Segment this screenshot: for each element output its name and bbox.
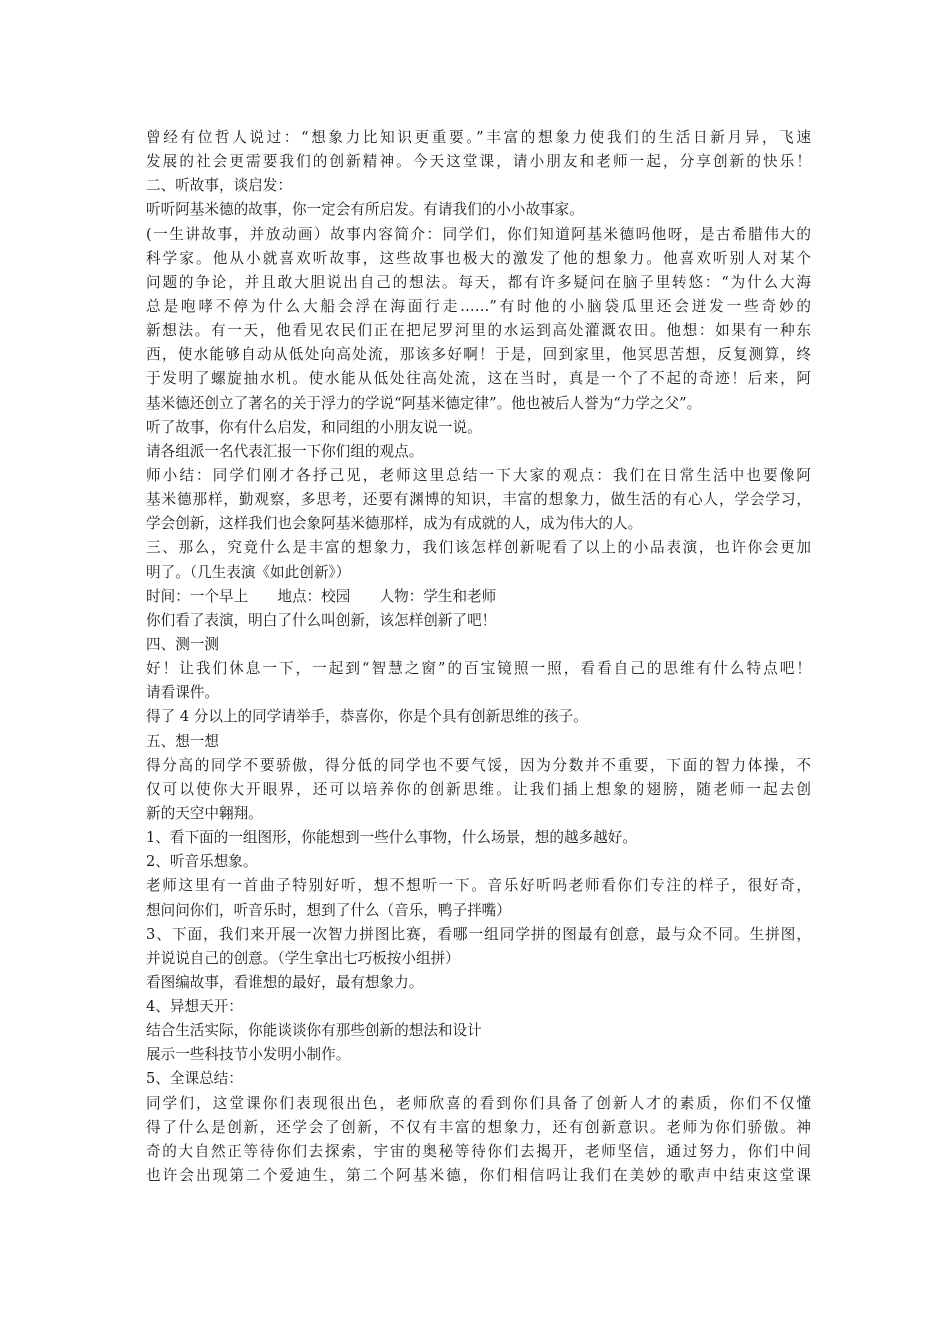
list-item: 3、下面，我们来开展一次智力拼图比赛，看哪一组同学拼的图最有创意，最与众不同。生拼图， xyxy=(146,925,811,943)
text-line: 看图编故事，看谁想的最好，最有想象力。 xyxy=(146,973,424,991)
text-line: 于发明了螺旋抽水机。使水能从低处往高处流，这在当时，真是一个了不起的奇迹！后来，阿 xyxy=(146,370,811,388)
text-line: 请各组派一名代表汇报一下你们组的观点。 xyxy=(146,442,424,460)
list-item: 1、看下面的一组图形，你能想到一些什么事物，什么场景，想的越多越好。 xyxy=(146,829,637,847)
text-line: 结合生活实际，你能谈谈你有那些创新的想法和设计 xyxy=(146,1022,482,1040)
text-line: 奇的大自然正等待你们去探索，宇宙的奥秘等待你们去揭开，老师坚信，通过努力，你们中间 xyxy=(146,1142,811,1160)
list-item: 4、异想天开： xyxy=(146,998,243,1016)
text-line: 同学们，这堂课你们表现很出色，老师欣喜的看到你们具备了创新人才的素质，你们不仅懂 xyxy=(146,1094,811,1112)
text-line: 听了故事，你有什么启发，和同组的小朋友说一说。 xyxy=(146,418,482,436)
text-line: 得了什么是创新，还学会了创新，不仅有丰富的想象力，还有创新意识。老师为你们骄傲。神 xyxy=(146,1118,811,1136)
text-line: 想问问你们，听音乐时，想到了什么（音乐，鸭子拌嘴） xyxy=(146,901,511,919)
text-line: 问题的争论，并且敢大胆说出自己的想法。每天，都有许多疑问在脑子里转悠：“为什么大海 xyxy=(146,273,811,291)
text-line: 新想法。有一天，他看见农民们正在把尼罗河里的水运到高处灌溉农田。他想：如果有一种东 xyxy=(146,322,811,340)
text-line: 并说说自己的创意。（学生拿出七巧板按小组拼） xyxy=(146,949,460,967)
text-line: 老师这里有一首曲子特别好听，想不想听一下。音乐好听吗老师看你们专注的样子，很好奇， xyxy=(146,877,811,895)
text-line: 学会创新，这样我们也会象阿基米德那样，成为有成就的人，成为伟大的人。 xyxy=(146,515,643,533)
text-line: 基米德那样，勤观察，多思考，还要有渊博的知识，丰富的想象力，做生活的有心人，学会学习， xyxy=(146,491,811,509)
text-line: 仅可以使你大开眼界，还可以培养你的创新思维。让我们插上想象的翅膀，随老师一起去创 xyxy=(146,780,811,798)
text-line: 请看课件。 xyxy=(146,684,219,702)
text-line: 展示一些科技节小发明小制作。 xyxy=(146,1046,351,1064)
list-item: 5、全课总结： xyxy=(146,1070,243,1088)
document-body xyxy=(146,126,811,1188)
text-line: 师小结：同学们刚才各抒己见，老师这里总结一下大家的观点：我们在日常生活中也要像阿 xyxy=(146,466,811,484)
text-line: 听听阿基米德的故事，你一定会有所启发。有请我们的小小故事家。 xyxy=(146,201,584,219)
text-line: 好！让我们休息一下，一起到“智慧之窗”的百宝镜照一照，看看自己的思维有什么特点吧！ xyxy=(146,660,811,678)
text-line: 西，使水能够自动从低处向高处流，那该多好啊！于是，回到家里，他冥思苦想，反复测算，终 xyxy=(146,346,811,364)
text-line: 发展的社会更需要我们的创新精神。今天这堂课，请小朋友和老师一起，分享创新的快乐！ xyxy=(146,153,811,171)
text-line: 明了。（几生表演《如此创新》） xyxy=(146,563,351,581)
text-line: 也许会出现第二个爱迪生，第二个阿基米德，你们相信吗让我们在美妙的歌声中结束这堂课 xyxy=(146,1167,811,1185)
text-line: 新的天空中翱翔。 xyxy=(146,804,263,822)
text-line: 时间：一个早上 地点：校园 人物：学生和老师 xyxy=(146,587,497,605)
list-item: 2、听音乐想象。 xyxy=(146,853,258,871)
text-line: 基米德还创立了著名的关于浮力的学说“阿基米德定律”。他也被后人誉为“力学之父”。 xyxy=(146,394,702,412)
section-heading: 四、测一测 xyxy=(146,635,219,653)
text-line: 得了 4 分以上的同学请举手，恭喜你，你是个具有创新思维的孩子。 xyxy=(146,708,588,726)
text-line: 你们看了表演，明白了什么叫创新，该怎样创新了吧！ xyxy=(146,611,497,629)
text-line: 科学家。他从小就喜欢听故事，这些故事也极大的激发了他的想象力。他喜欢听别人对某个 xyxy=(146,249,811,267)
text-line: (一生讲故事，并放动画）故事内容简介：同学们，你们知道阿基米德吗他呀，是古希腊伟大的 xyxy=(146,225,811,243)
text-line: 得分高的同学不要骄傲，得分低的同学也不要气馁，因为分数并不重要，下面的智力体操，不 xyxy=(146,756,811,774)
text-line: 曾经有位哲人说过：“想象力比知识更重要。”丰富的想象力使我们的生活日新月异，飞速 xyxy=(146,129,811,146)
section-heading: 三、那么，究竟什么是丰富的想象力，我们该怎样创新呢看了以上的小品表演，也许你会更加 xyxy=(146,539,811,557)
section-heading: 二、听故事，谈启发： xyxy=(146,177,292,195)
section-heading: 五、想一想 xyxy=(146,732,219,750)
text-line: 总是咆哮不停为什么大船会浮在海面行走……”有时他的小脑袋瓜里还会迸发一些奇妙的 xyxy=(146,297,811,315)
